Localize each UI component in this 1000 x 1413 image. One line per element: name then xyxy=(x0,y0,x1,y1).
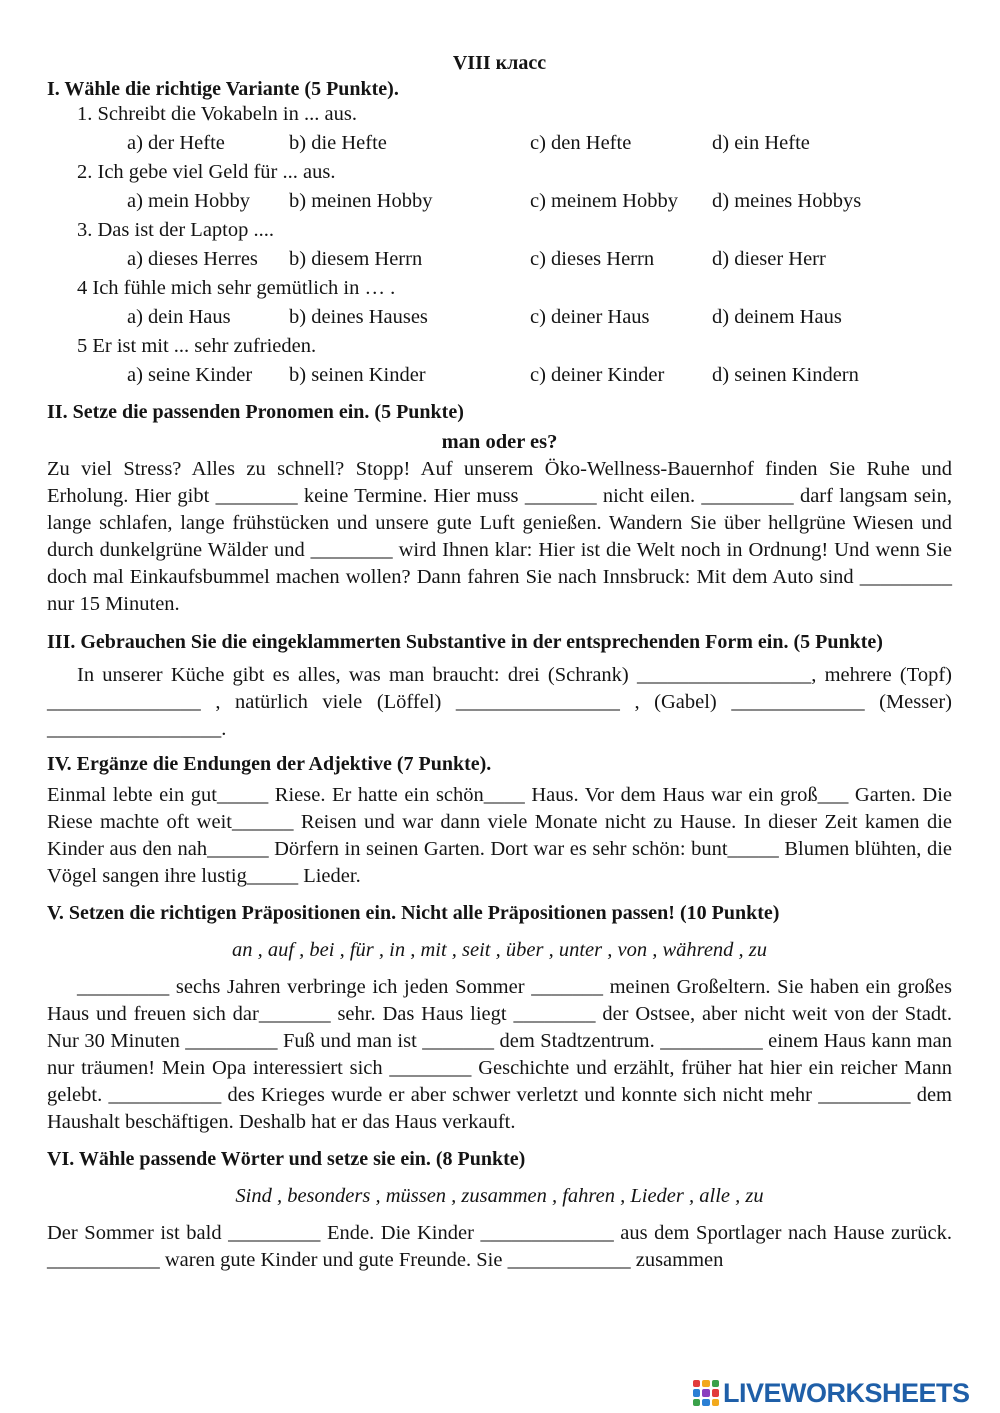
section-1-questions xyxy=(47,103,952,393)
section-6-wordbank: Sind , besonders , müssen , zusammen , fahren , Lieder , alle , zu xyxy=(235,1185,764,1207)
question-3: 3. Das ist der Laptop .... xyxy=(77,219,274,241)
logo-square xyxy=(702,1389,709,1396)
section-2-subheading: man oder es? xyxy=(441,431,558,453)
section-5-wordbank: an , auf , bei , für , in , mit , seit , über , unter , von , während , zu xyxy=(231,939,768,961)
option-c[interactable]: c) den Hefte xyxy=(530,132,632,154)
question-5-options xyxy=(47,362,952,393)
question-3-options xyxy=(47,246,952,277)
section-5-text: _________ sechs Jahren verbringe ich jeden Sommer _______ meinen Großeltern. Sie haben ein großes Haus und freuen sich dar_______ sehr. Das Haus liegt ________ der Ostsee, aber nicht weit von der Stadt. Nur 30 Minuten _________ Fuß und man ist _______ dem Stadtzentrum. __________ einem Haus kann man nur träumen! Mein Opa interessiert sich ________ Geschichte und erzählt, früher hat hier ein reicher Mann gelebt. ___________ des Krieges wurde er aber schwer verletzt und konnte sich nicht mehr _________ dem Haushalt beschäftigen. Deshalb hat er das Haus verkauft. xyxy=(47,976,952,1133)
logo-square xyxy=(702,1399,709,1406)
logo-square xyxy=(693,1399,700,1406)
section-1-heading: I. Wähle die richtige Variante (5 Punkte). xyxy=(47,78,399,100)
option-c[interactable]: c) dieses Herrn xyxy=(530,248,655,270)
section-2-heading: II. Setze die passenden Pronomen ein. (5 Punkte) xyxy=(47,401,464,423)
option-d[interactable]: d) ein Hefte xyxy=(712,132,810,154)
logo-square xyxy=(712,1389,719,1396)
option-d[interactable]: d) meines Hobbys xyxy=(712,190,862,212)
option-b[interactable]: b) die Hefte xyxy=(289,132,387,154)
option-b[interactable]: b) seinen Kinder xyxy=(289,364,426,386)
option-a[interactable]: a) der Hefte xyxy=(127,132,225,154)
question-2: 2. Ich gebe viel Geld für ... aus. xyxy=(77,161,336,183)
section-6-heading: VI. Wähle passende Wörter und setze sie ein. (8 Punkte) xyxy=(47,1148,526,1170)
section-4-text: Einmal lebte ein gut_____ Riese. Er hatte ein schön____ Haus. Vor dem Haus war ein groß___ Garten. Die Riese machte oft weit______ Reisen und war dann viele Monate nicht zu Hause. In dieser Zeit kamen die Kinder aus den nah______ Dörfern in seinen Garten. Dort war es sehr schön: bunt_____ Blumen blühten, die Vögel sangen ihre lustig_____ Lieder. xyxy=(47,784,952,887)
option-b[interactable]: b) diesem Herrn xyxy=(289,248,423,270)
logo-square xyxy=(702,1380,709,1387)
liveworksheets-logo-icon xyxy=(693,1380,719,1406)
question-1: 1. Schreibt die Vokabeln in ... aus. xyxy=(77,103,357,125)
option-a[interactable]: a) mein Hobby xyxy=(127,190,250,212)
question-1-options xyxy=(47,130,952,161)
liveworksheets-logo xyxy=(693,1378,970,1408)
section-3-text: In unserer Küche gibt es alles, was man braucht: drei (Schrank) _________________, mehrere (Topf) _______________ , natürlich viele (Löffel) ________________ , (Gabel) _____________ (Messer) _________________. xyxy=(47,664,952,740)
section-6-text: Der Sommer ist bald _________ Ende. Die Kinder _____________ aus dem Sportlager nach Hause zurück. ___________ waren gute Kinder und gute Freunde. Sie ____________ zusammen xyxy=(47,1222,952,1271)
section-5-heading: V. Setzen die richtigen Präpositionen ein. Nicht alle Präpositionen passen! (10 Punkte) xyxy=(47,902,780,924)
option-d[interactable]: d) dieser Herr xyxy=(712,248,826,270)
option-c[interactable]: c) deiner Haus xyxy=(530,306,650,328)
section-4-heading: IV. Ergänze die Endungen der Adjektive (7 Punkte). xyxy=(47,753,492,775)
logo-square xyxy=(712,1399,719,1406)
question-4: 4 Ich fühle mich sehr gemütlich in … . xyxy=(77,277,396,299)
page-title: VIII класс xyxy=(452,52,547,74)
option-c[interactable]: c) meinem Hobby xyxy=(530,190,679,212)
option-d[interactable]: d) deinem Haus xyxy=(712,306,842,328)
liveworksheets-logo-text: LIVEWORKSHEETS xyxy=(723,1377,970,1408)
section-3-heading: III. Gebrauchen Sie die eingeklammerten Substantive in der entsprechenden Form ein. (5 Punkte) xyxy=(47,631,883,653)
question-5: 5 Er ist mit ... sehr zufrieden. xyxy=(77,335,317,357)
option-d[interactable]: d) seinen Kindern xyxy=(712,364,859,386)
question-2-options xyxy=(47,188,952,219)
option-a[interactable]: a) dieses Herres xyxy=(127,248,258,270)
option-a[interactable]: a) seine Kinder xyxy=(127,364,253,386)
logo-square xyxy=(693,1380,700,1387)
option-c[interactable]: c) deiner Kinder xyxy=(530,364,665,386)
option-b[interactable]: b) meinen Hobby xyxy=(289,190,433,212)
option-a[interactable]: a) dein Haus xyxy=(127,306,231,328)
option-b[interactable]: b) deines Hauses xyxy=(289,306,428,328)
question-4-options xyxy=(47,304,952,335)
section-2-text: Zu viel Stress? Alles zu schnell? Stopp! Auf unserem Öko-Wellness-Bauernhof finden Sie Ruhe und Erholung. Hier gibt ________ keine Termine. Hier muss _______ nicht eilen. _________ darf langsam sein, lange schlafen, lange frühstücken und unsere gute Luft genießen. Wandern Sie über hellgrüne Wiesen und durch dunkelgrüne Wälder und ________ wird Ihnen klar: Hier ist die Welt noch in Ordnung! Und wenn Sie doch mal Einkaufsbummel machen wollen? Dann fahren Sie nach Innsbruck: Mit dem Auto sind _________ nur 15 Minuten. xyxy=(47,458,952,615)
logo-square xyxy=(712,1380,719,1387)
worksheet xyxy=(47,50,952,1274)
logo-square xyxy=(693,1389,700,1396)
